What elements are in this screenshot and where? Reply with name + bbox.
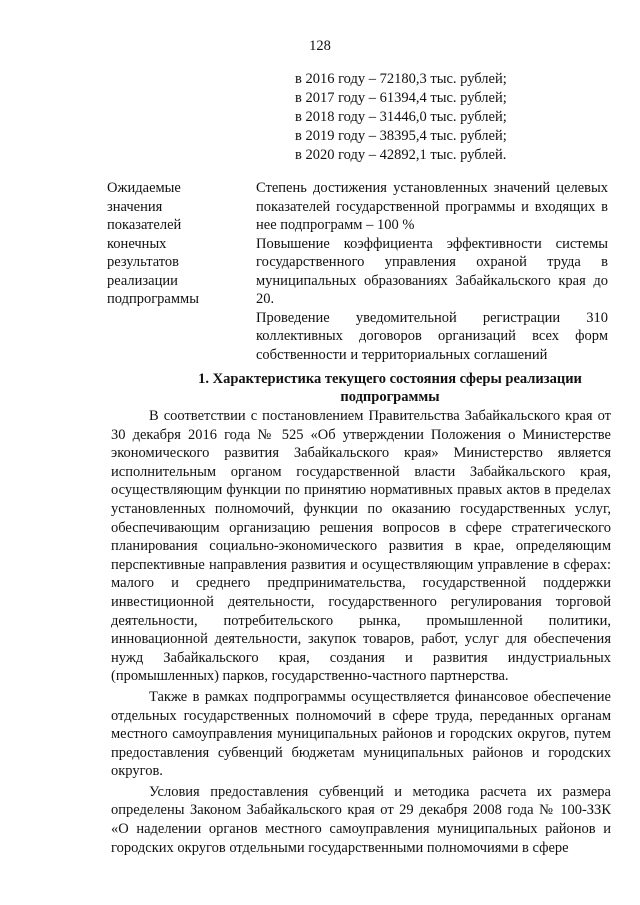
page-number: 128 [309, 38, 331, 54]
section-heading-line-1: 1. Характеристика текущего состояния сферы реализации [198, 371, 582, 387]
section-body [111, 407, 611, 857]
body-paragraph: Также в рамках подпрограммы осуществляется финансовое обеспечение отдельных государственных полномочий в сфере труда, переданных органам местного самоуправления муниципальных районов и городских округов, путем предоставления субвенций бюджетам муниципальных районов и городских округов. [111, 688, 611, 780]
funding-line-2019: в 2019 году – 38395,4 тыс. рублей; [295, 128, 507, 144]
label-line: подпрограммы [107, 291, 199, 307]
funding-line-2017: в 2017 году – 61394,4 тыс. рублей; [295, 90, 507, 106]
funding-by-year-list [295, 70, 507, 165]
label-line: реализации [107, 272, 178, 289]
body-paragraph: Условия предоставления субвенций и методика расчета их размера определены Законом Забайкальского края от 29 декабря 2008 года № 100-ЗЗК «О наделении органов местного самоуправления муниципальных районов и городских округов отдельными государственными полномочиями в сфере [111, 783, 611, 856]
result-item-efficiency-coefficient: Повышение коэффициента эффективности системы государственного управления охраной труда в муниципальных образованиях Забайкальского края до 20. [256, 235, 608, 307]
funding-line-2018: в 2018 году – 31446,0 тыс. рублей; [295, 109, 507, 125]
result-item-collective-agreements: Проведение уведомительной регистрации 310 коллективных договоров организаций всех форм собственности и территориальных соглашений [256, 309, 608, 363]
label-line: конечных [107, 235, 167, 252]
section-heading-line-2: подпрограммы [340, 389, 440, 405]
expected-results-values [256, 179, 608, 364]
funding-line-2020: в 2020 году – 42892,1 тыс. рублей. [295, 147, 507, 163]
section-heading [170, 370, 610, 406]
funding-line-2016: в 2016 году – 72180,3 тыс. рублей; [295, 71, 507, 87]
label-line: результатов [107, 254, 180, 270]
body-paragraph: В соответствии с постановлением Правительства Забайкальского края от 30 декабря 2016 года № 525 «Об утверждении Положения о Министерстве экономического развития Забайкальского края» Министерство является исполнительным органом государственной власти Забайкальского края, осуществляющим функции по принятию нормативных правых актов в пределах установленных полномочий, функции по оказанию государственных услуг, обеспечивающим организацию решения вопросов в сфере стратегического планирования социально-экономического развития в крае, определяющим перспективные направления развития и осуществляющим управление в сферах: малого и среднего предпринимательства, государственной поддержки инвестиционной деятельности, государственного регулирования торговой деятельности, потребительского рынка, промышленной политики, инновационной деятельности, закупок товаров, работ, услуг для обеспечения нужд Забайкальского края, создания и развития индустриальных (промышленных) парков, государственно-частного партнерства. [111, 408, 611, 685]
expected-results-label [107, 179, 227, 309]
label-line: значения [107, 198, 163, 215]
label-line: Ожидаемые [107, 180, 181, 196]
result-item-target-indicators: Степень достижения установленных значений целевых показателей государственной программы и входящих в нее подпрограмм – 100 % [256, 180, 608, 233]
label-line: показателей [107, 217, 182, 233]
